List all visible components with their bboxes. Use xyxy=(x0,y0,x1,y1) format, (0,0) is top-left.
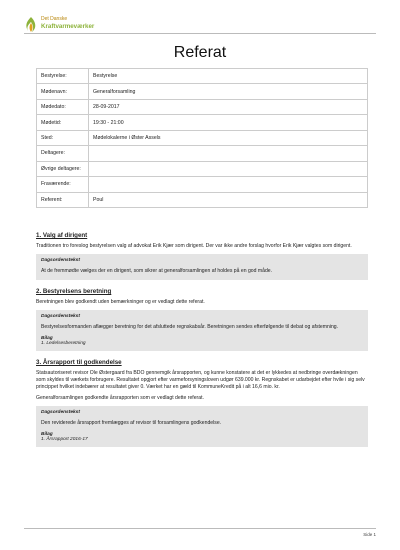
agenda-sections xyxy=(36,232,368,455)
meeting-info-value: 19:30 - 21:00 xyxy=(89,115,368,130)
meeting-info-key: Mødedato: xyxy=(37,99,89,114)
meeting-info-value xyxy=(89,177,368,192)
agenda-text: At de fremmødte vælges der en dirigent, som sikrer at generalforsamlingen af holdes på en god måde. xyxy=(41,268,363,275)
agenda-text-box xyxy=(36,406,368,447)
document-title: Referat xyxy=(173,44,227,61)
meeting-info-row xyxy=(37,115,368,130)
section-paragraph: Generalforsamlingen godkendte årsrapporten som er vedlagt dette referat. xyxy=(36,395,204,401)
meeting-info-table xyxy=(36,68,368,208)
agenda-text-label: Dagsordenstekst xyxy=(41,258,80,263)
agenda-text-label: Dagsordenstekst xyxy=(41,314,80,319)
meeting-info-value: Generalforsamling xyxy=(89,84,368,99)
section-title: 3. Årsrapport til godkendelse xyxy=(36,359,122,366)
attachment-block xyxy=(41,432,363,442)
agenda-text-label: Dagsordenstekst xyxy=(41,410,80,415)
meeting-info-key: Referent: xyxy=(37,192,89,208)
agenda-text: Bestyrelsesformanden aflægger beretning for det afsluttede regnskabsår. Beretningen sendes efterfølgende til debat og afstemning. xyxy=(41,324,363,331)
agenda-text: Den reviderede årsrapport fremlægges af revisor til forsamlingens godkendelse. xyxy=(41,420,363,427)
meeting-info-row xyxy=(37,69,368,84)
attachment-item[interactable]: 1. Ledelsesberetning xyxy=(41,341,86,346)
meeting-info-key: Sted: xyxy=(37,130,89,145)
logo-line-1: Det Danske xyxy=(41,16,68,22)
agenda-text-box xyxy=(36,254,368,280)
section-title: 1. Valg af dirigent xyxy=(36,232,88,239)
meeting-info-value xyxy=(89,161,368,176)
flame-logo-icon xyxy=(24,16,38,34)
page-number: Side 1 xyxy=(363,532,376,537)
section-title: 2. Bestyrelsens beretning xyxy=(36,288,112,295)
agenda-text-box xyxy=(36,310,368,351)
meeting-info-key: Øvrige deltagere: xyxy=(37,161,89,176)
meeting-info-row xyxy=(37,130,368,145)
meeting-info-key: Bestyrelse: xyxy=(37,69,89,84)
meeting-info-value xyxy=(89,146,368,161)
agenda-section xyxy=(36,232,368,280)
meeting-info-key: Mødenavn: xyxy=(37,84,89,99)
header-divider xyxy=(24,33,376,34)
meeting-info-row xyxy=(37,99,368,114)
meeting-info-row xyxy=(37,84,368,99)
logo-line-2: Kraftvarmeværker xyxy=(41,23,95,30)
attachment-item[interactable]: 1. Årsrapport 2016-17 xyxy=(41,437,88,442)
section-paragraph: Statsautoriseret revisor Ole Østergaard fra BDO gennemgik årsrapporten, og kunne konstatere at det er lykkedes at nedbringe overdækningen som skyldes til værkets forbrugere. Resultatet opgjort efter varmeforsyningsloven udgør 639.000 kr. Regnskabet er udarbejdet efter hvile i sig selv princippet hvilket indebærer at resultatet giver 0. Værket har en gæld til KommuneKredit på i alt 16,6 mio. kr. xyxy=(36,370,365,390)
meeting-info-row xyxy=(37,161,368,176)
meeting-info-key: Mødetid: xyxy=(37,115,89,130)
meeting-info-value: Bestyrelse xyxy=(89,69,368,84)
meeting-info-row xyxy=(37,146,368,161)
meeting-info-value: Mødelokalerne i Øster Assels xyxy=(89,130,368,145)
logo-text xyxy=(41,15,94,31)
section-paragraph: Traditionen tro foreslog bestyrelsen valg af advokat Erik Kjær som dirigent. Der var ikke andre forslag hvorfor Erik Kjær valgtes som dirigent. xyxy=(36,243,352,249)
company-logo xyxy=(24,10,114,40)
agenda-section xyxy=(36,288,368,351)
meeting-info-value: 28-09-2017 xyxy=(89,99,368,114)
footer-divider xyxy=(24,528,376,529)
meeting-info-key: Fraværende: xyxy=(37,177,89,192)
meeting-info-key: Deltagere: xyxy=(37,146,89,161)
attachment-label: Bilag xyxy=(41,336,53,341)
agenda-section xyxy=(36,359,368,447)
attachment-block xyxy=(41,336,363,346)
section-paragraph: Beretningen blev godkendt uden bemærkninger og er vedlagt dette referat. xyxy=(36,299,205,305)
meeting-info-value: Poul xyxy=(89,192,368,208)
meeting-info-row xyxy=(37,192,368,208)
meeting-info-row xyxy=(37,177,368,192)
attachment-label: Bilag xyxy=(41,432,53,437)
